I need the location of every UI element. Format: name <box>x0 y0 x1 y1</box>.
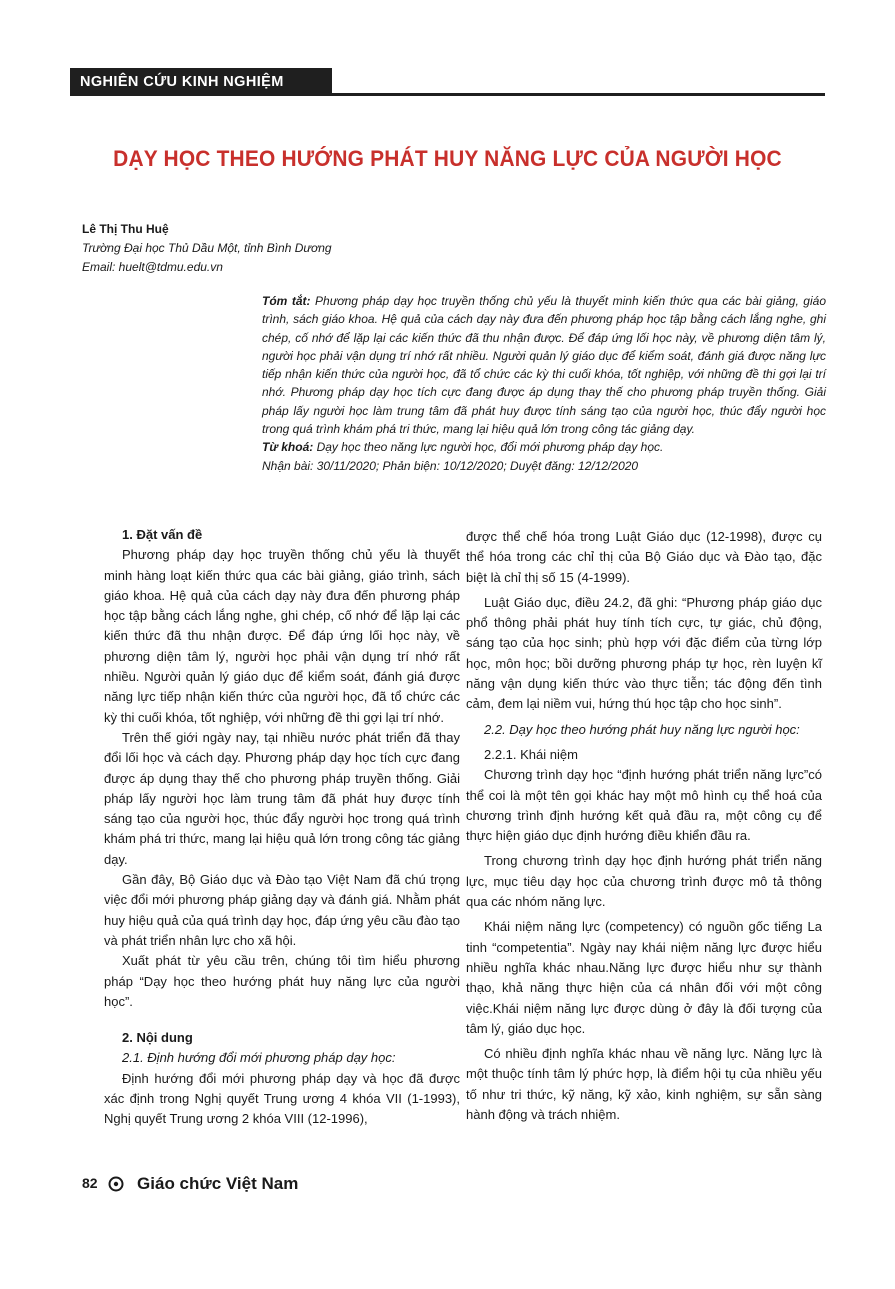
body-paragraph: Chương trình dạy học “định hướng phát triển năng lực”có thể coi là một tên gọi khác hay một mô hình cụ thể hoá của chương trình định hướng kết quả đầu ra, một công cụ để thực hiện giáo dục định hướng điều khiển đầu ra. <box>466 767 822 844</box>
author-affiliation: Trường Đại học Thủ Dầu Một, tỉnh Bình Dương <box>82 241 332 255</box>
section-label: NGHIÊN CỨU KINH NGHIỆM <box>70 68 332 96</box>
body-paragraph: Luật Giáo dục, điều 24.2, đã ghi: “Phương pháp giáo dục phổ thông phải phát huy tính tích cực, tự giác, chủ động, sáng tạo của học sinh; phù hợp với đặc điểm của từng lớp học, môn học; bồi dưỡng phương pháp tự học, rèn luyện kĩ năng vận dụng kiến thức vào thực tiễn; tác động đến tình cảm, đem lại niềm vui, hứng thú học tập cho học sinh”. <box>466 594 822 712</box>
body-paragraph: Trên thế giới ngày nay, tại nhiều nước phát triển đã thay đổi lối học và cách dạy. Phương pháp dạy học tích cực đang được áp dụng thay thế cho phương pháp truyền thống. Giải pháp lấy người học làm trung tâm đã phát huy được tính sáng tạo của người học, thúc đẩy người học trong quá trình khám phá tri thức, mang lại hiệu quả lớn trong công tác giảng dạy. <box>104 729 460 867</box>
right-column <box>466 527 822 1125</box>
article-title: DẠY HỌC THEO HƯỚNG PHÁT HUY NĂNG LỰC CỦA NGƯỜI HỌC <box>113 146 782 171</box>
subsection-heading-2-2-1: 2.2.1. Khái niệm <box>484 746 578 762</box>
abstract-paragraph <box>262 292 826 438</box>
section-heading-2: 2. Nội dung <box>122 1030 193 1046</box>
subsection-heading-2-1: 2.1. Định hướng đổi mới phương pháp dạy học: <box>122 1050 396 1066</box>
body-paragraph: được thể chế hóa trong Luật Giáo dục (12-1998), được cụ thể hóa trong các chỉ thị của Bộ Giáo dục và Đào tạo, đặc biệt là chỉ thị số 15 (4-1999). <box>466 529 822 585</box>
left-column <box>104 525 460 1130</box>
author-email: Email: huelt@tdmu.edu.vn <box>82 260 223 274</box>
page-number: 82 <box>82 1175 98 1191</box>
body-paragraph: Định hướng đổi mới phương pháp dạy và học đã được xác định trong Nghị quyết Trung ương 4 khóa VII (1-1993), Nghị quyết Trung ương 2 khóa VIII (12-1996), <box>104 1070 460 1127</box>
submission-dates: Nhận bài: 30/11/2020; Phản biện: 10/12/2020; Duyệt đăng: 12/12/2020 <box>262 458 639 473</box>
body-paragraph: Gần đây, Bộ Giáo dục và Đào tạo Việt Nam đã chú trọng việc đổi mới phương pháp giảng dạy và đánh giá. Nhằm phát huy hiệu quả của quá trình dạy học, đáp ứng yêu cầu đào tạo và phát triển nhân lực cho xã hội. <box>104 872 460 948</box>
abstract-label: Tóm tắt: <box>262 294 311 308</box>
abstract-text: Phương pháp dạy học truyền thống chủ yếu là thuyết minh kiến thức qua các bài giảng, giáo trình, sách giáo khoa. Hệ quả của cách dạy này đưa đến phương pháp học tập bằng cách lắng nghe, ghi chép, cố nhớ để lặp lại các kiến thức đã thu nhận được. Để đáp ứng lối học này, về phương diện tâm lý, người học phải vận dụng trí nhớ rất nhiều. Người quản lý giáo dục để kiểm soát, đánh giá được năng lực tiếp nhận kiến thức của người học, đã tổ chức các kỳ thi cuối khóa, tốt nghiệp, với những đề thi gợi lại trí nhớ. Phương pháp dạy học tích cực đang được áp dụng thay thế cho phương pháp truyền thống. Giải pháp lấy người học làm trung tâm đã phát huy được tính sáng tạo của người học, thúc đẩy người học trong quá trình khám phá tri thức, mang lại hiệu quả lớn trong công tác giảng dạy. <box>262 294 826 437</box>
body-paragraph: Trong chương trình dạy học định hướng phát triển năng lực, mục tiêu dạy học của chương trình được mô tả thông qua các nhóm năng lực. <box>466 853 822 910</box>
keywords-text: Dạy học theo năng lực người học, đổi mới phương pháp dạy học. <box>316 440 664 455</box>
body-paragraph: Khái niệm năng lực (competency) có nguồn gốc tiếng La tinh “competentia”. Ngày nay khái niệm năng lực được hiểu nhiều nghĩa khác nhau.Năng lực được hiểu như sự thành thạo, khả năng thực hiện của cá nhân đối với một công việc.Khái niệm năng lực được dùng ở đây là đối tượng của tâm lý, giáo dục học. <box>466 919 822 1036</box>
keywords-paragraph <box>262 438 826 456</box>
keywords-label: Từ khoá: <box>262 440 314 455</box>
journal-name: Giáo chức Việt Nam <box>137 1174 299 1193</box>
subsection-heading-2-2: 2.2. Dạy học theo hướng phát huy năng lực người học: <box>484 721 800 737</box>
body-paragraph: Xuất phát từ yêu cầu trên, chúng tôi tìm hiểu phương pháp “Dạy học theo hướng phát huy năng lực của người học”. <box>104 953 460 1009</box>
author-name: Lê Thị Thu Huệ <box>82 222 169 236</box>
author-block <box>82 220 332 277</box>
body-paragraph: Có nhiều định nghĩa khác nhau về năng lực. Năng lực là một thuộc tính tâm lý phức hợp, là điểm hội tụ của nhiều yếu tố như tri thức, kỹ năng, kỹ xảo, kinh nghiệm, sự sẵn sàng hành động và trách nhiệm. <box>466 1046 822 1123</box>
journal-logo-icon <box>108 1176 124 1197</box>
page-footer <box>82 1174 298 1197</box>
body-paragraph: Phương pháp dạy học truyền thống chủ yếu là thuyết minh hàng loạt kiến thức qua các bài giảng, giáo trình, sách giáo khoa. Hệ quả của cách dạy này đưa đến phương pháp học tập bằng cách lắng nghe, ghi chép, cố nhớ để lặp lại các kiến thức đã thu nhận được. Để đáp ứng lối học này, về phương diện tâm lý, người học phải vận dụng trí nhớ rất nhiều. Người quản lý giáo dục để kiểm soát, đánh giá được năng lực tiếp nhận kiến thức của người học, đã tổ chức các kỳ thi cuối khóa, tốt nghiệp, với những đề thi gợi lại trí nhớ. <box>104 547 460 725</box>
header-rule <box>332 93 825 96</box>
section-heading-1: 1. Đặt vấn đề <box>122 527 203 542</box>
section-header <box>70 68 825 96</box>
abstract-block <box>262 292 826 475</box>
